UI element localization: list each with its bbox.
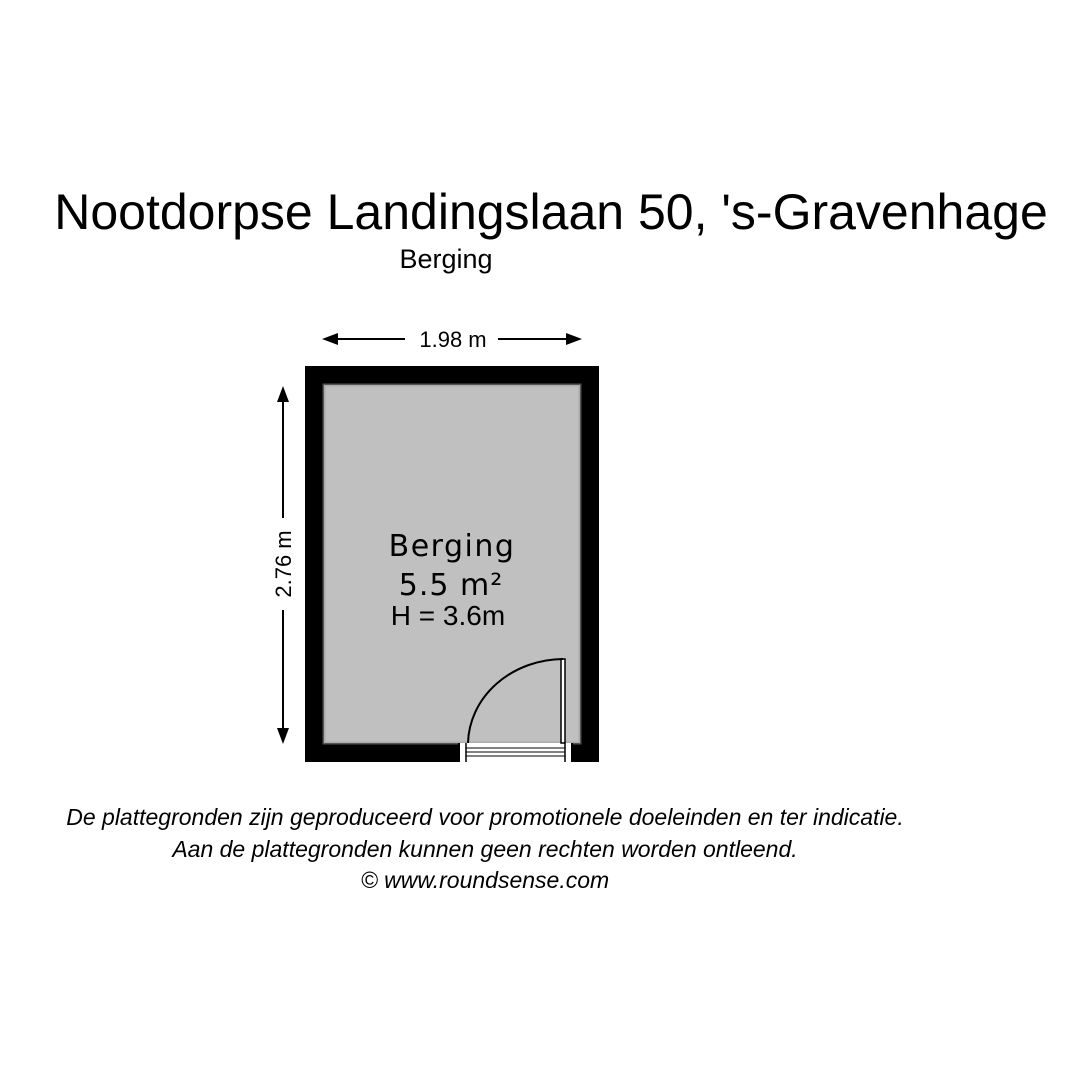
room-berging — [305, 366, 599, 762]
room-floor — [324, 385, 580, 743]
width-dimension-label: 1.98 m — [419, 327, 487, 352]
page-subtitle: Berging — [399, 244, 493, 274]
arrow-down-icon — [277, 728, 289, 744]
width-dimension — [322, 327, 582, 352]
disclaimer-line-2: Aan de plattegronden kunnen geen rechten worden ontleend. — [172, 836, 798, 862]
disclaimer-line-1: De plattegronden zijn geproduceerd voor promotionele doeleinden en ter indicatie. — [66, 804, 904, 830]
page-title: Nootdorpse Landingslaan 50, 's-Gravenhage — [54, 184, 1048, 240]
room-height: H = 3.6m — [390, 600, 506, 631]
arrow-up-icon — [277, 386, 289, 402]
room-name: Berging — [388, 529, 516, 564]
depth-dimension — [271, 386, 296, 744]
room-area: 5.5 m² — [398, 568, 504, 603]
copyright-link[interactable]: © www.roundsense.com — [360, 867, 610, 893]
depth-dimension-label: 2.76 m — [271, 530, 296, 598]
arrow-right-icon — [566, 333, 582, 345]
arrow-left-icon — [322, 333, 338, 345]
